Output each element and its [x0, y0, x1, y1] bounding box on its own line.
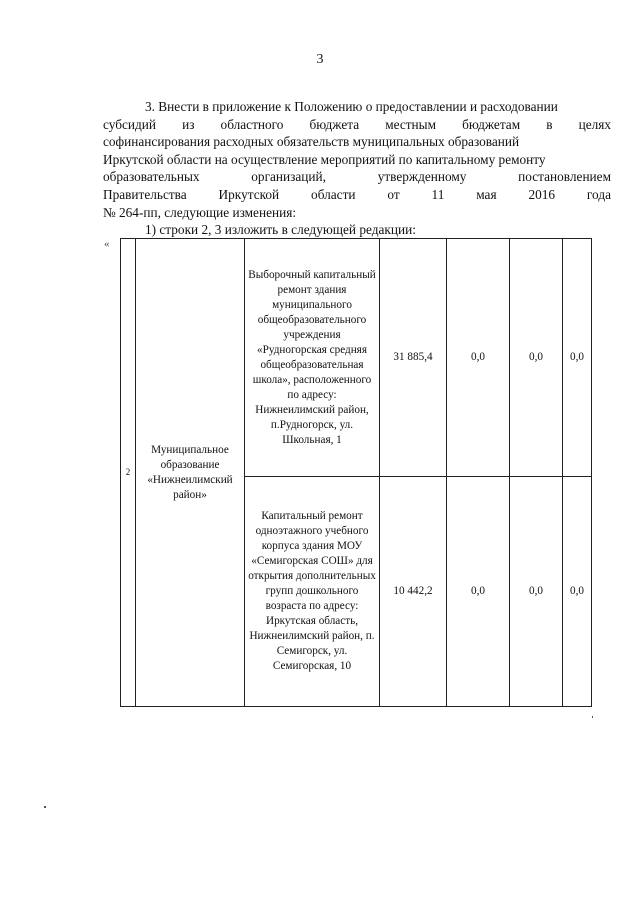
value-cell: 0,0: [563, 239, 592, 477]
table-row: [121, 239, 592, 477]
paragraph-line: субсидий из областного бюджета местным бюджетам в целях: [103, 116, 611, 132]
page-number: 3: [316, 52, 324, 67]
value-cell: 0,0: [510, 239, 563, 477]
value-cell: 0,0: [563, 477, 592, 707]
amendment-paragraph: [103, 98, 611, 239]
project-description: Капитальный ремонт одноэтажного учебного корпуса здания МОУ «Семигорская СОШ» для открытия дополнительных групп дошкольного возраста по адресу: Иркутская область, Нижнеилимский район, п. Семигорск, ул. Семигорская, 10: [245, 477, 380, 707]
paragraph-line: 1) строки 2, 3 изложить в следующей редакции:: [145, 222, 416, 238]
paragraph-line: Иркутской области на осуществление мероприятий по капитальному ремонту: [103, 151, 546, 167]
value-cell: 31 885,4: [380, 239, 447, 477]
row-index: 2: [121, 239, 136, 707]
scan-speck: [44, 806, 46, 808]
paragraph-line: № 264-пп, следующие изменения:: [103, 204, 297, 220]
scan-speck: [592, 716, 593, 718]
paragraph-line: образовательных организаций, утвержденному постановлением: [103, 169, 611, 185]
paragraph-line: софинансирования расходных обязательств муниципальных образований: [103, 134, 520, 150]
paragraph-line: 3. Внести в приложение к Положению о предоставлении и расходовании: [145, 99, 558, 114]
project-description: Выборочный капитальный ремонт здания муниципального общеобразовательного учреждения «Рудногорская средняя общеобразовательная школа», расположенного по адресу: Нижнеилимский район, п.Рудногорск, ул. Школьная, 1: [245, 239, 380, 477]
opening-quote-mark: «: [104, 238, 110, 250]
subsidy-table: [120, 238, 592, 707]
value-cell: 10 442,2: [380, 477, 447, 707]
municipality-cell: Муниципальное образование «Нижнеилимский район»: [136, 239, 245, 707]
value-cell: 0,0: [447, 477, 510, 707]
value-cell: 0,0: [510, 477, 563, 707]
paragraph-line: Правительства Иркутской области от 11 мая 2016 года: [103, 186, 611, 202]
value-cell: 0,0: [447, 239, 510, 477]
